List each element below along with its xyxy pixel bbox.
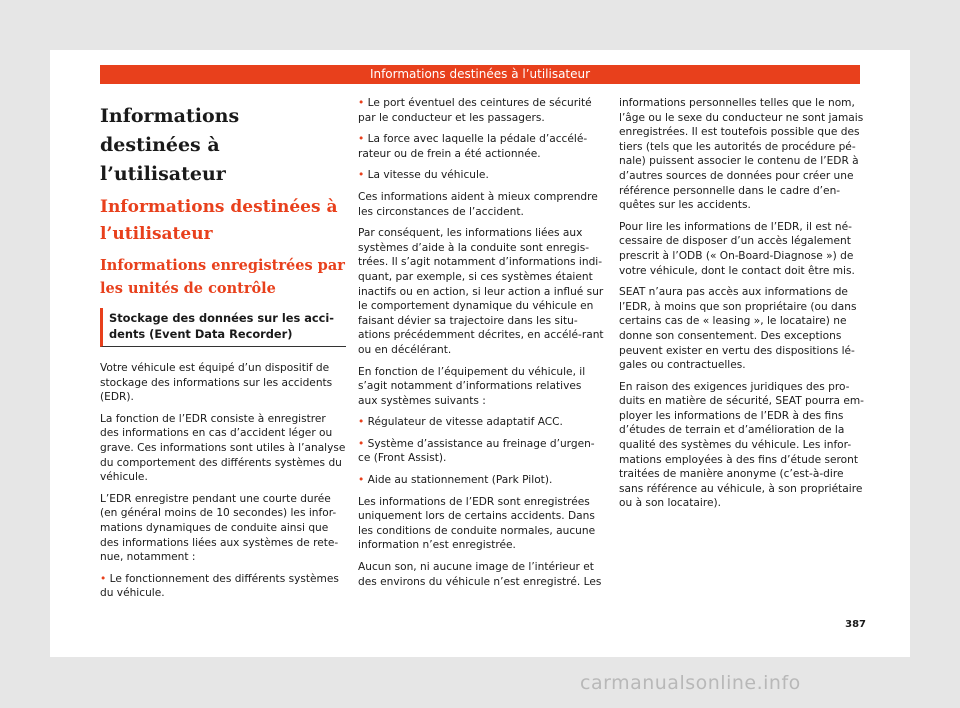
paragraph: L’EDR enregistre pendant une courte durée (en général moins de 10 secondes) les infor-mations dynamiques de conduite ainsi que des informations liées aux systèmes de rete-nue, notamment : xyxy=(100,492,339,564)
paragraph: Les informations de l’EDR sont enregistrées uniquement lors de certains accidents. Dans les conditions de conduite normales, aucune information n’est enregistrée. xyxy=(358,495,596,552)
text-column-1 xyxy=(100,96,346,608)
paragraph: informations personnelles telles que le nom, l’âge ou le sexe du conducteur ne sont jamais enregistrées. Il est toutefois possible que des tiers (tels que les autorités de procédure pé-nale) puissent associer le contenu de l’EDR à d’autres sources de données pour créer une référence personnelle dans le cadre d’en-quêtes sur les accidents. xyxy=(619,97,864,212)
main-heading: Informations destinées à l’utilisateur xyxy=(100,105,240,185)
topic-heading: Stockage des données sur les acci-dents (Event Data Recorder) xyxy=(100,308,346,347)
paragraph: Aucun son, ni aucune image de l’intérieur et des environs du véhicule n’est enregistré. Les xyxy=(358,561,602,588)
list-item: • La force avec laquelle la pédale d’accélé-rateur ou de frein a été actionnée. xyxy=(358,133,588,160)
paragraph: En fonction de l’équipement du véhicule, il s’agit notamment d’informations relatives aux systèmes suivants : xyxy=(358,365,586,407)
bullet-icon: • xyxy=(358,416,365,429)
bullet-icon: • xyxy=(358,474,365,487)
list-item: • Système d’assistance au freinage d’urgen-ce (Front Assist). xyxy=(358,437,595,465)
paragraph: La fonction de l’EDR consiste à enregistrer des informations en cas d’accident léger ou grave. Ces informations sont utiles à l’analyse du comportement des différents systèmes du véhicule. xyxy=(100,412,346,484)
text-column-3 xyxy=(619,96,865,518)
manual-page xyxy=(50,50,910,657)
text-column-2 xyxy=(358,96,604,596)
subsection-heading: Informations enregistrées par les unités de contrôle xyxy=(100,257,345,297)
paragraph: Pour lire les informations de l’EDR, il est né-cessaire de disposer d’un accès légalement prescrit à l’ODB (« On-Board-Diagnose ») de votre véhicule, dont le contact doit être mis. xyxy=(619,220,855,277)
list-item: • Le fonctionnement des différents systèmes du véhicule. xyxy=(100,572,339,600)
paragraph: Par conséquent, les informations liées aux systèmes d’aide à la conduite sont enregis-trées. Il s’agit notamment d’informations indi-quant, par exemple, si ces systèmes étaient inactifs ou en action, si leur action a influé sur le comportement dynamique du véhicule en faisant dévier sa trajectoire dans les situ-ations précédemment décrites, en accélé-rant ou en décélérant. xyxy=(358,227,604,356)
paragraph: SEAT n’aura pas accès aux informations de l’EDR, à moins que son propriétaire (ou dans certains cas de « leasing », le locataire) ne donne son consentement. Des exceptions peuvent exister en vertu des dispositions lé-gales ou contractuelles. xyxy=(619,286,857,372)
list-item: • La vitesse du véhicule. xyxy=(358,169,489,182)
section-header-bar: Informations destinées à l’utilisateur xyxy=(100,65,860,84)
list-item: • Régulateur de vitesse adaptatif ACC. xyxy=(358,416,563,429)
section-heading: Informations destinées à l’utilisateur xyxy=(100,197,338,244)
bullet-icon: • xyxy=(100,572,107,585)
bullet-icon: • xyxy=(358,437,365,450)
bullet-icon: • xyxy=(358,133,365,146)
watermark: carmanualsonline.info xyxy=(580,672,801,694)
list-item: • Aide au stationnement (Park Pilot). xyxy=(358,474,553,487)
page-number: 387 xyxy=(845,619,866,630)
paragraph: En raison des exigences juridiques des pro-duits en matière de sécurité, SEAT pourra em-ployer les informations de l’EDR à des fins d’études de terrain et d’amélioration de la qualité des systèmes du véhicule. Les infor-mations employées à des fins d’étude seront traitées de manière anonyme (c’est-à-dire sans référence au véhicule, à son propriétaire ou à son locataire). xyxy=(619,380,864,510)
paragraph: Ces informations aident à mieux comprendre les circonstances de l’accident. xyxy=(358,190,598,218)
paragraph: Votre véhicule est équipé d’un dispositif de stockage des informations sur les accidents (EDR). xyxy=(100,362,333,404)
list-item: • Le port éventuel des ceintures de sécurité par le conducteur et les passagers. xyxy=(358,97,592,124)
bullet-icon: • xyxy=(358,169,365,182)
bullet-icon: • xyxy=(358,97,365,109)
